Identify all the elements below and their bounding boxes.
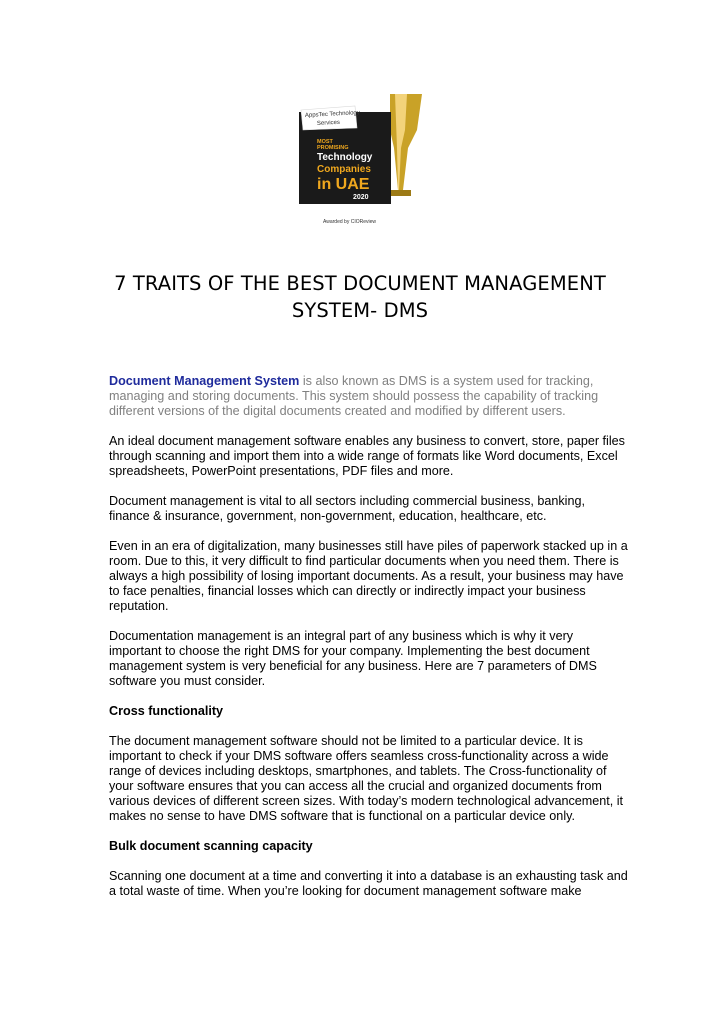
- paragraph-4: Documentation management is an integral part of any business which is why it very important to choose the right DMS for your company. Implementing the best document management system is very beneficial for any business. Here are 7 parameters of DMS software you must consider.: [109, 629, 597, 688]
- heading-bulk-scanning: Bulk document scanning capacity: [109, 839, 313, 853]
- dms-link[interactable]: Document Management System: [109, 374, 300, 388]
- badge-company-1: AppsTec Technology: [304, 110, 360, 119]
- badge-awarded: Awarded by CIOReview: [323, 219, 376, 225]
- badge-line5: in UAE: [317, 176, 370, 193]
- badge-line4: Companies: [317, 164, 371, 175]
- badge-line1: MOST: [317, 139, 333, 145]
- badge-line3: Technology: [317, 152, 373, 163]
- intro-paragraph: [109, 374, 629, 419]
- paragraph-6: Scanning one document at a time and converting it into a database is an exhausting task and a total waste of time. When you’re looking for document management software make: [109, 869, 628, 898]
- award-badge-image: [295, 90, 425, 230]
- article-body: [109, 374, 629, 914]
- badge-year: 2020: [353, 194, 369, 201]
- badge-line2: PROMISING: [317, 145, 349, 151]
- paragraph-5: The document management software should not be limited to a particular device. It is important to check if your DMS software offers seamless cross-functionality across a wide range of devices including desktops, smartphones, and tablets. The Cross-functionality of your software ensures that you can access all the crucial and organized documents from various devices of different screen sizes. With today’s modern technological advancement, it makes no sense to have DMS software that is functional on a particular device only.: [109, 734, 624, 823]
- trophy-icon: [389, 94, 422, 196]
- paragraph-2: Document management is vital to all sectors including commercial business, banking, finance & insurance, government, non-government, education, healthcare, etc.: [109, 494, 585, 523]
- intro-text: is also known as DMS is a system used for tracking, managing and storing documents. This system should possess the capability of tracking different versions of the digital documents created and modified by different users.: [109, 374, 599, 418]
- page-title: [40, 270, 680, 324]
- title-line-2: SYSTEM- DMS: [291, 299, 429, 322]
- heading-cross-functionality: Cross functionality: [109, 704, 224, 718]
- badge-company-2: Services: [316, 119, 341, 127]
- paragraph-1: An ideal document management software enables any business to convert, store, paper files through scanning and import them into a wide range of formats like Word documents, Excel spreadsheets, PowerPoint presentations, PDF files and more.: [109, 434, 625, 478]
- paragraph-3: Even in an era of digitalization, many businesses still have piles of paperwork stacked up in a room. Due to this, it very difficult to find particular documents when you need them. There is always a high possibility of losing important documents. As a result, your business may have to face penalties, financial losses which can directly or indirectly impact your business reputation.: [109, 539, 628, 613]
- title-line-1: 7 TRAITS OF THE BEST DOCUMENT MANAGEMENT: [114, 272, 606, 295]
